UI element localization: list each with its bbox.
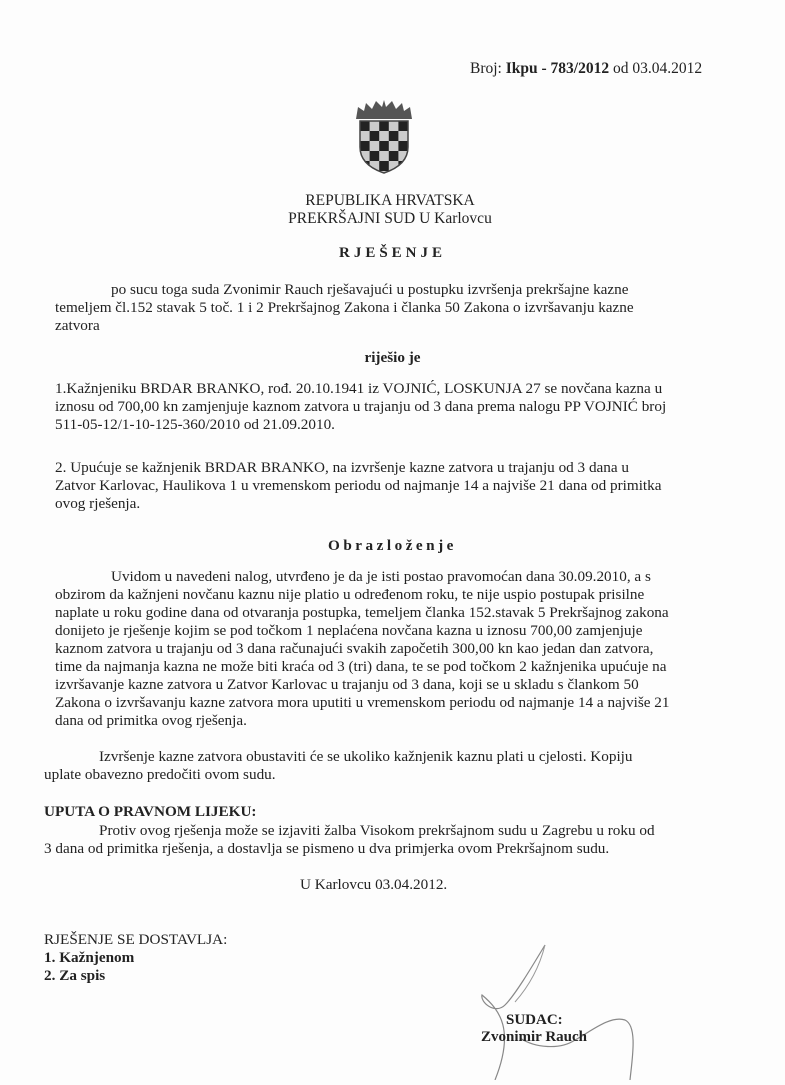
decision-point-1-line: iznosu od 700,00 kn zamjenjuje kaznom zatvora u trajanju od 3 dana prema nalogu PP VOJNIĆ broj [55,398,667,415]
place-date: U Karlovcu 03.04.2012. [300,876,448,893]
legal-remedy-line: 3 dana od primitka rješenja, a dostavlja se pismeno u dva primjerka ovom Prekršajnom sudu. [44,840,610,857]
legal-remedy-line: Protiv ovog rješenja može se izjaviti žalba Visokom prekršajnom sudu u Zagrebu u roku od [99,822,655,839]
decision-point-2-line: ovog rješenja. [55,495,141,512]
reference-number: Ikpu - 783/2012 [505,60,610,77]
reasoning-heading: Obrazloženje [328,537,457,554]
reasoning-line: Uvidom u navedeni nalog, utvrđeno je da je isti postao pravomoćan dana 30.09.2010, a s [111,568,651,585]
decision-point-1-line: 511-05-12/1-10-125-360/2010 od 21.09.2010. [55,416,335,433]
intro-line: temeljem čl.152 stavak 5 toč. 1 i 2 Prekršajnog Zakona i članka 50 Zakona o izvršavanju kazne [55,299,634,316]
reasoning-line: obzirom da kažnjeni novčanu kaznu nije platio u određenom roku, te nije uspio postupak prisilne [55,586,645,603]
reasoning-line: izvršavanje kazne zatvora u Zatvor Karlovac u trajanju od 3 dana, koji se u skladu s člankom 50 [55,676,639,693]
intro-line: po sucu toga suda Zvonimir Rauch rješavajući u postupku izvršenja prekršajne kazne [111,281,629,298]
reasoning-line: uplate obavezno predočiti ovom sudu. [44,766,276,783]
signature-role: SUDAC: [506,1012,563,1028]
court-country: REPUBLIKA HRVATSKA [305,192,475,209]
reasoning-line: donijeto je rješenje kojim se pod točkom 1 neplaćena novčana kazna u iznosu 700,00 zamjenjuje [55,622,643,639]
delivery-heading: RJEŠENJE SE DOSTAVLJA: [44,931,228,948]
reasoning-line: dana od primitka ovog rješenja. [55,712,247,729]
decision-point-2-line: Zatvor Karlovac, Haulikova 1 u vremenskom periodu od najmanje 14 a najviše 21 dana od primitka [55,477,662,494]
signature-name: Zvonimir Rauch [481,1029,587,1045]
decision-point-1-line: 1.Kažnjeniku BRDAR BRANKO, rođ. 20.10.1941 iz VOJNIĆ, LOSKUNJA 27 se novčana kazna u [55,380,663,397]
reasoning-line: kaznom zatvora u trajanju od 3 dana računajući svakih započetih 300,00 kn kao jedan dan zatvora, [55,640,654,657]
reasoning-line: Zakona o izvršavanju kazne zatvora mora uputiti u vremenskom periodu od najmanje 14 a najviše 21 [55,694,670,711]
intro-line: zatvora [55,317,100,334]
delivery-item: 2. Za spis [44,967,106,984]
coat-of-arms-icon [352,95,416,175]
reasoning-line: time da najmanja kazna ne može biti kraća od 3 (tri) dana, te se pod točkom 2 kažnjenika upućuje na [55,658,667,675]
case-reference [470,60,702,78]
decision-heading: riješio je [364,349,421,366]
reference-prefix: Broj: [470,60,502,77]
legal-remedy-heading: UPUTA O PRAVNOM LIJEKU: [44,803,257,820]
reasoning-line: naplate u roku godine dana od otvaranja postupka, temeljem članka 152.stavak 5 Prekršajnog zakona [55,604,669,621]
court-name: PREKRŠAJNI SUD U Karlovcu [288,210,492,227]
signature-scribble-icon [460,940,760,1080]
delivery-item: 1. Kažnjenom [44,949,135,966]
document-title: RJEŠENJE [338,245,447,261]
reasoning-line: Izvršenje kazne zatvora obustaviti će se ukoliko kažnjenik kaznu plati u cjelosti. Kopiju [99,748,633,765]
reference-date: od 03.04.2012 [613,60,703,77]
decision-point-2-line: 2. Upućuje se kažnjenik BRDAR BRANKO, na izvršenje kazne zatvora u trajanju od 3 dana u [55,459,630,476]
